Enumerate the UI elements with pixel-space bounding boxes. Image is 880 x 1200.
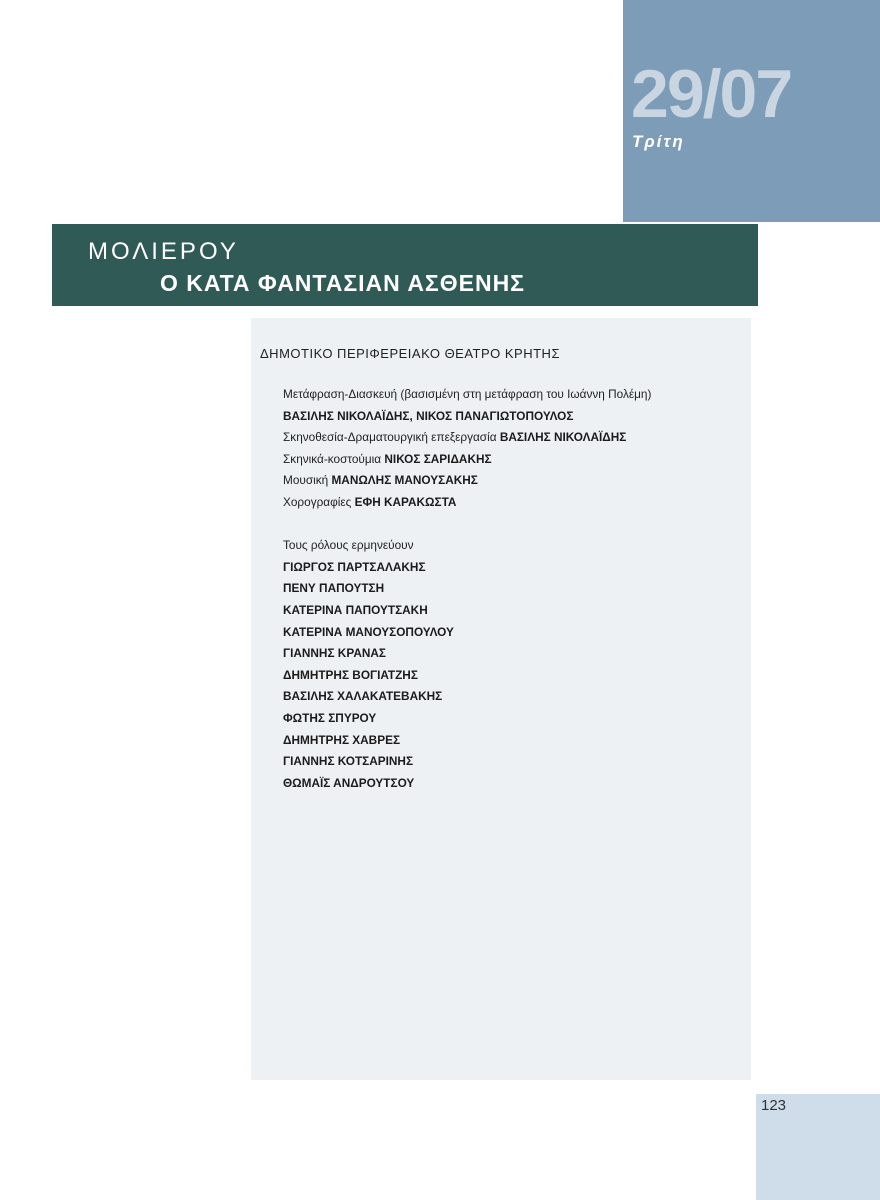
cast-member-name: ΒΑΣΙΛΗΣ ΧΑΛΑΚΑΤΕΒΑΚΗΣ: [283, 689, 443, 704]
title-bar: [52, 224, 758, 306]
cast-member-name: ΘΩΜΑΪΣ ΑΝΔΡΟΥΤΣΟΥ: [283, 775, 415, 790]
cast-member: [283, 600, 743, 622]
cast-member-name: ΠΕΝΥ ΠΑΠΟΥΤΣΗ: [283, 581, 385, 596]
cast-member: [283, 557, 743, 579]
cast-member: [283, 622, 743, 644]
credit-name: ΒΑΣΙΛΗΣ ΝΙΚΟΛΑΪΔΗΣ, ΝΙΚΟΣ ΠΑΝΑΓΙΩΤΟΠΟΥΛΟΣ: [283, 408, 574, 423]
cast-member-name: ΔΗΜΗΤΡΗΣ ΒΟΓΙΑΤΖΗΣ: [283, 667, 418, 682]
cast-member: [283, 665, 743, 687]
credit-name: ΝΙΚΟΣ ΣΑΡΙΔΑΚΗΣ: [384, 451, 492, 466]
page-number: 123: [761, 1097, 787, 1114]
cast-member-name: ΓΙΑΝΝΗΣ ΚΡΑΝΑΣ: [283, 646, 386, 661]
credit-label: Μουσική: [283, 473, 329, 488]
content-panel: [251, 318, 751, 1080]
credits-list: [283, 384, 743, 794]
credit-sets: [283, 449, 743, 471]
cast-member: [283, 686, 743, 708]
credit-translation-label: Μετάφραση-Διασκευή (βασισμένη στη μετάφραση του Ιωάννη Πολέμη): [283, 387, 652, 401]
credit-name: ΕΦΗ ΚΑΡΑΚΩΣΤΑ: [354, 494, 457, 509]
credit-name: ΜΑΝΩΛΗΣ ΜΑΝΟΥΣΑΚΗΣ: [331, 473, 478, 488]
cast-member-name: ΓΙΑΝΝΗΣ ΚΟΤΣΑΡΙΝΗΣ: [283, 754, 414, 769]
cast-member-name: ΔΗΜΗΤΡΗΣ ΧΑΒΡΕΣ: [283, 732, 401, 747]
event-date: 29/07: [631, 56, 792, 132]
cast-member-name: ΚΑΤΕΡΙΝΑ ΜΑΝΟΥΣΟΠΟΥΛΟΥ: [283, 624, 454, 639]
credit-label: Σκηνοθεσία-Δραματουργική επεξεργασία: [283, 430, 497, 445]
credit-direction: [283, 427, 743, 449]
credit-music: [283, 470, 743, 492]
page-number-block: [756, 1094, 880, 1200]
cast-member: [283, 643, 743, 665]
credit-choreography: [283, 492, 743, 514]
cast-member: [283, 773, 743, 795]
cast-member: [283, 751, 743, 773]
cast-member: [283, 578, 743, 600]
credit-name: ΒΑΣΙΛΗΣ ΝΙΚΟΛΑΪΔΗΣ: [499, 430, 627, 445]
cast-member-name: ΦΩΤΗΣ ΣΠΥΡΟΥ: [283, 710, 377, 725]
cast-member: [283, 730, 743, 752]
event-day: Τρίτη: [632, 132, 685, 151]
cast-member-name: ΚΑΤΕΡΙΝΑ ΠΑΠΟΥΤΣΑΚΗ: [283, 602, 428, 617]
date-block: [623, 0, 880, 222]
cast-member-name: ΓΙΩΡΓΟΣ ΠΑΡΤΣΑΛΑΚΗΣ: [283, 559, 426, 574]
cast-member: [283, 708, 743, 730]
author-name: ΜΟΛΙΕΡΟΥ: [88, 238, 239, 265]
cast-list: [283, 535, 743, 794]
credit-translation-names: [283, 406, 743, 428]
theatre-company: ΔΗΜΟΤΙΚΟ ΠΕΡΙΦΕΡΕΙΑΚΟ ΘΕΑΤΡΟ ΚΡΗΤΗΣ: [260, 346, 560, 361]
credit-label: Σκηνικά-κοστούμια: [283, 451, 382, 466]
credit-label: Χορογραφίες: [283, 494, 352, 509]
play-title: Ο ΚΑΤΑ ΦΑΝΤΑΣΙΑΝ ΑΣΘΕΝΗΣ: [160, 270, 525, 296]
cast-label: Τους ρόλους ερμηνεύουν: [283, 538, 414, 553]
